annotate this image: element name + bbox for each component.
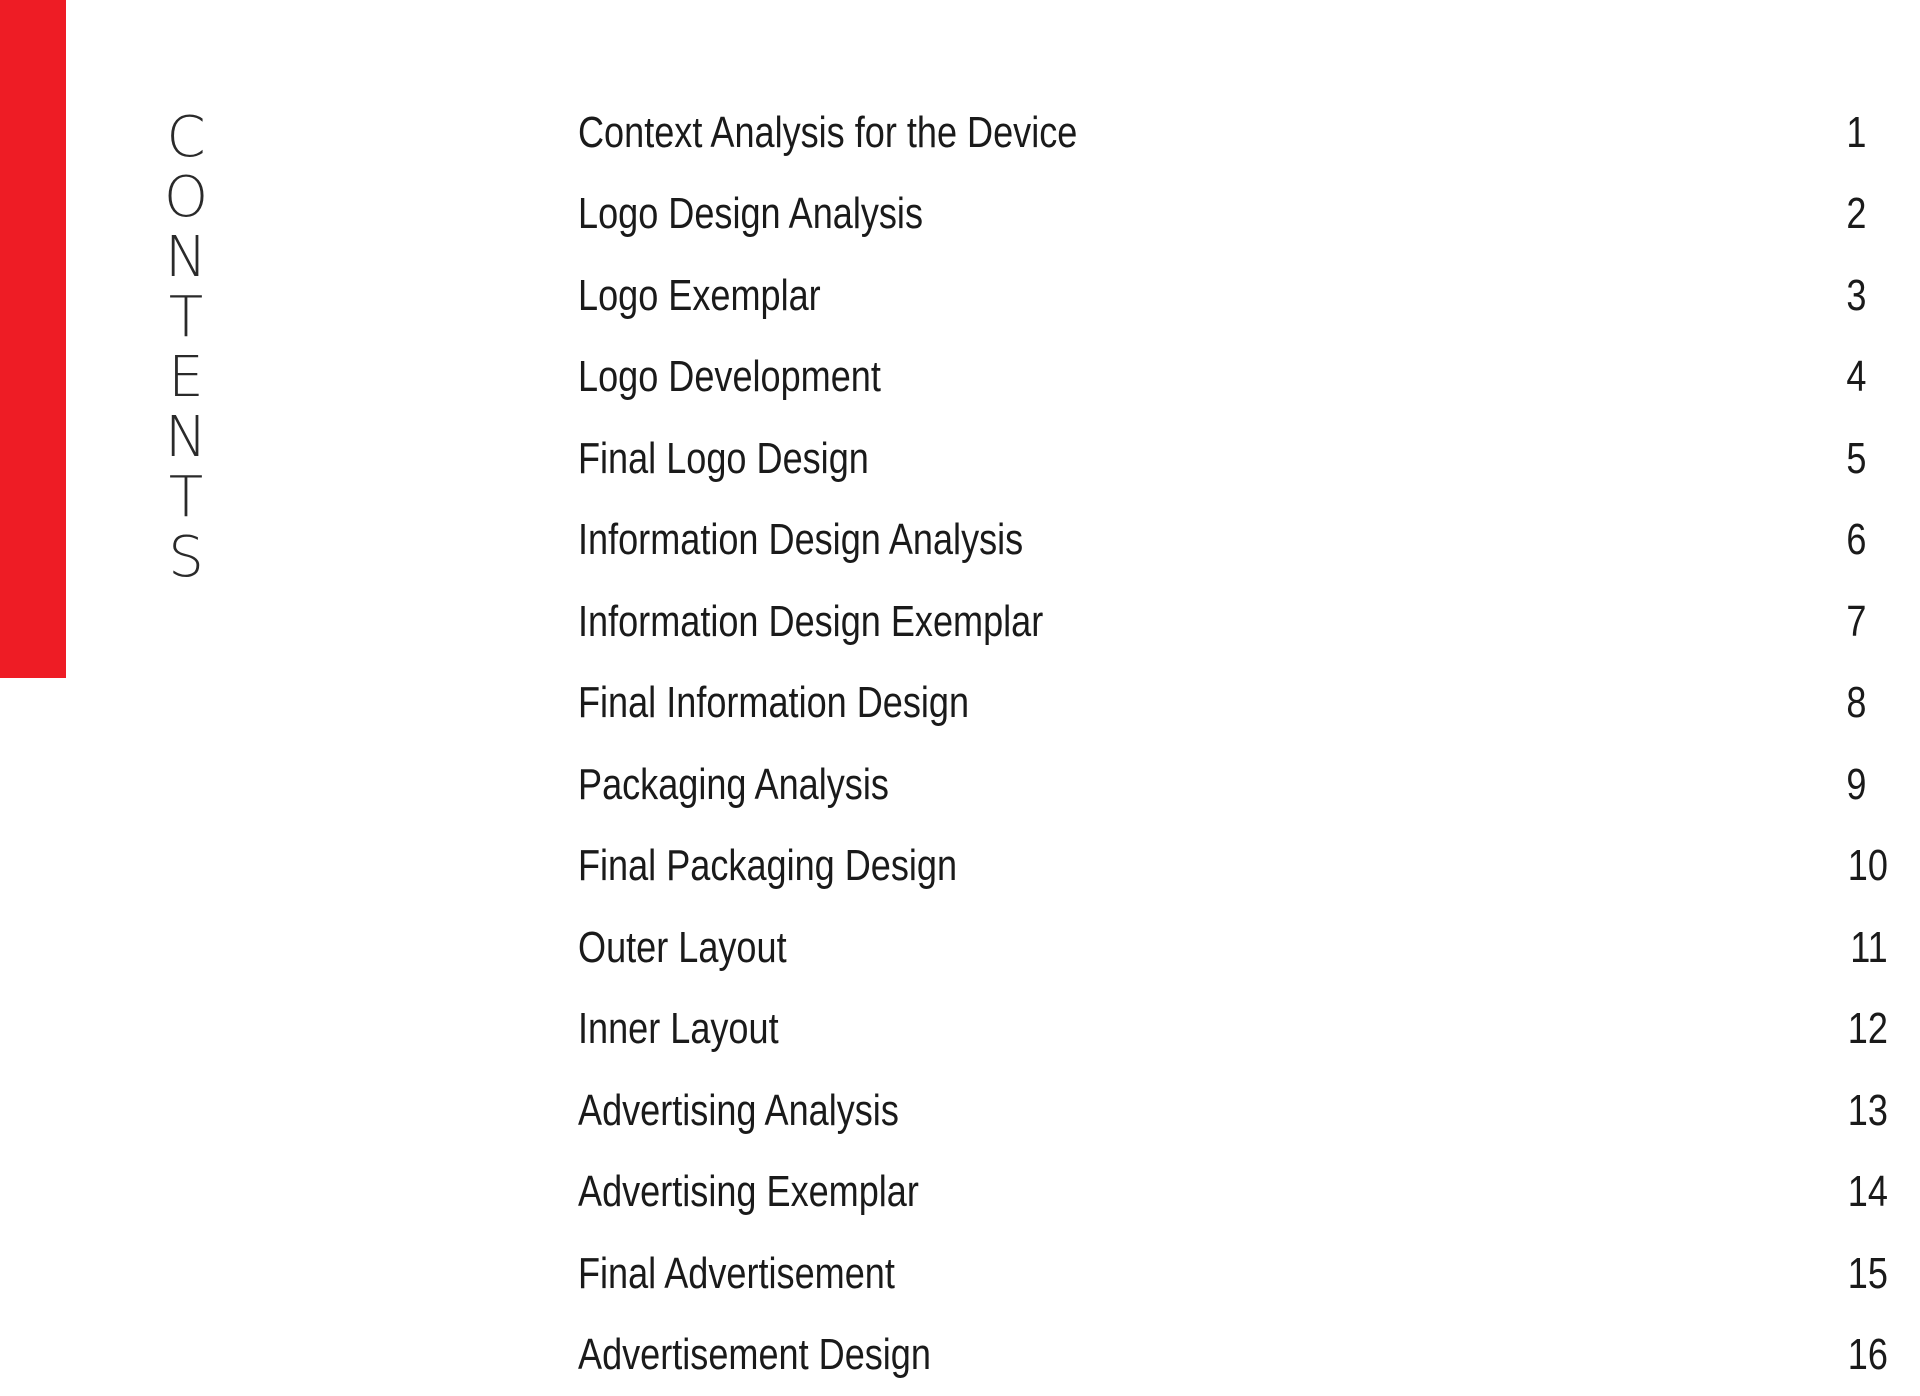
toc-entry-page: 8	[1846, 678, 1866, 728]
toc-entry[interactable]	[578, 907, 1888, 989]
toc-entry[interactable]	[578, 418, 1888, 500]
toc-entry-page: 4	[1846, 352, 1866, 402]
toc-entry[interactable]	[578, 989, 1888, 1071]
toc-entry[interactable]	[578, 500, 1888, 582]
contents-heading: CONTENTS	[160, 108, 212, 588]
toc-entry-page: 13	[1848, 1086, 1888, 1136]
toc-entry[interactable]	[578, 1233, 1888, 1315]
toc-entry[interactable]	[578, 826, 1888, 908]
toc-entry-title: Advertising Exemplar	[578, 1167, 919, 1217]
table-of-contents	[578, 92, 1888, 1396]
toc-entry[interactable]	[578, 663, 1888, 745]
toc-entry-page: 7	[1846, 597, 1866, 647]
toc-entry-title: Final Packaging Design	[578, 841, 957, 891]
red-accent-bar	[0, 0, 66, 678]
toc-entry-page: 1	[1846, 108, 1866, 158]
toc-entry-title: Information Design Analysis	[578, 515, 1023, 565]
toc-entry-title: Outer Layout	[578, 923, 787, 973]
toc-entry-title: Final Logo Design	[578, 434, 869, 484]
toc-entry[interactable]	[578, 581, 1888, 663]
toc-entry-title: Logo Development	[578, 352, 881, 402]
toc-entry[interactable]	[578, 1152, 1888, 1234]
toc-entry[interactable]	[578, 174, 1888, 256]
toc-entry-title: Context Analysis for the Device	[578, 108, 1077, 158]
toc-entry-page: 2	[1846, 189, 1866, 239]
toc-entry-title: Information Design Exemplar	[578, 597, 1043, 647]
toc-entry-title: Advertising Analysis	[578, 1086, 899, 1136]
toc-entry-page: 12	[1848, 1004, 1888, 1054]
toc-entry-title: Logo Design Analysis	[578, 189, 923, 239]
toc-entry[interactable]	[578, 1315, 1888, 1396]
toc-entry-title: Inner Layout	[578, 1004, 779, 1054]
toc-entry-title: Packaging Analysis	[578, 760, 889, 810]
toc-entry-page: 3	[1846, 271, 1866, 321]
toc-entry-title: Advertisement Design	[578, 1330, 931, 1380]
toc-entry-title: Final Information Design	[578, 678, 969, 728]
toc-entry[interactable]	[578, 1070, 1888, 1152]
toc-entry-title: Final Advertisement	[578, 1249, 895, 1299]
toc-entry[interactable]	[578, 337, 1888, 419]
toc-entry-page: 11	[1851, 923, 1888, 973]
toc-entry-page: 15	[1848, 1249, 1888, 1299]
toc-entry-title: Logo Exemplar	[578, 271, 821, 321]
toc-entry-page: 5	[1846, 434, 1866, 484]
toc-entry-page: 9	[1846, 760, 1866, 810]
toc-entry[interactable]	[578, 255, 1888, 337]
toc-entry-page: 6	[1846, 515, 1866, 565]
toc-entry-page: 14	[1848, 1167, 1888, 1217]
toc-entry-page: 10	[1848, 841, 1888, 891]
toc-entry[interactable]	[578, 92, 1888, 174]
toc-entry-page: 16	[1848, 1330, 1888, 1380]
toc-entry[interactable]	[578, 744, 1888, 826]
